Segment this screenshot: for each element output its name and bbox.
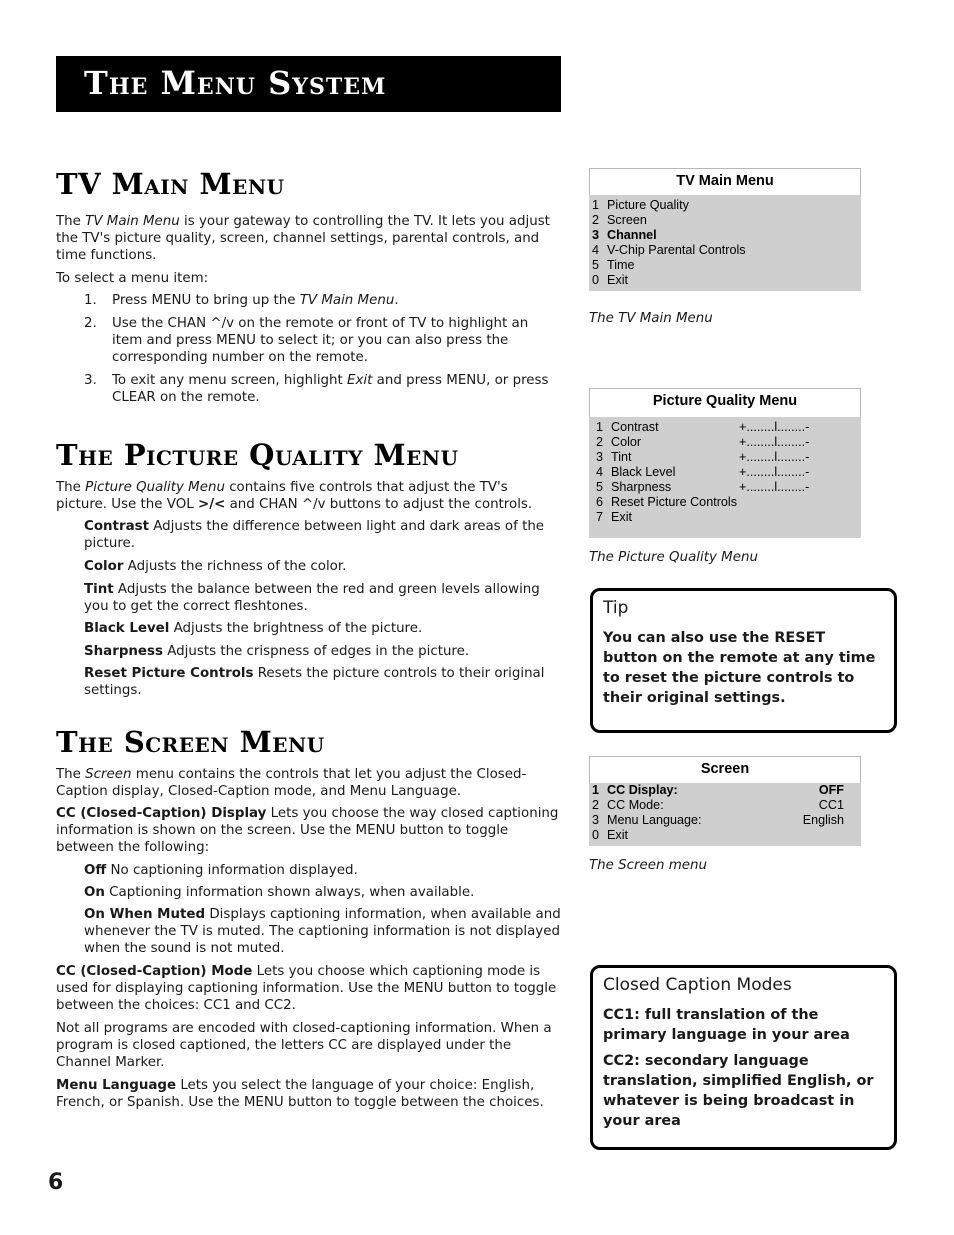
picture-quality-heading: The Picture Quality Menu: [56, 438, 459, 472]
menu-row: 1 Picture Quality: [592, 198, 689, 212]
chapter-title: The Menu System: [84, 64, 387, 102]
screen-menu-panel: [589, 756, 861, 846]
page-number: 6: [48, 1170, 64, 1195]
cc-option: On When Muted Displays captioning information, when available and whenever the TV is muted. The captioning information is not displayed when the sound is not muted.: [84, 907, 561, 956]
pq-item: Reset Picture Controls Resets the picture controls to their original settings.: [84, 666, 545, 698]
menu-row: 7 Exit: [596, 510, 632, 524]
level-slider: +........l........-: [739, 465, 810, 479]
panel-title: Screen: [589, 756, 861, 783]
steps-list: [56, 292, 561, 406]
panel-body: [589, 417, 861, 538]
cc-display-para: CC (Closed-Caption) Display Lets you choose the way closed captioning information is shown on the screen. Use the MENU button to toggle between the following:: [56, 806, 559, 855]
panel-title: TV Main Menu: [589, 168, 861, 195]
cc-mode-para: CC (Closed-Caption) Mode Lets you choose which captioning mode is used for displaying captioning information. Use the MENU button to toggle between the choices: CC1 and CC2.: [56, 964, 557, 1013]
menu-row: 3 Tint +........l........-: [596, 450, 834, 465]
menu-row: 1 Contrast +........l........-: [596, 420, 834, 435]
step-item: 1. Press MENU to bring up the TV Main Menu.: [84, 293, 399, 308]
menu-row: 2 Screen: [592, 213, 647, 227]
cc2-description: CC2: secondary language translation, simplified English, or whatever is being broadcast in your area: [603, 1053, 874, 1129]
picture-quality-intro: The Picture Quality Menu contains five controls that adjust the TV's picture. Use the VOL >/< and CHAN ^/v buttons to adjust the controls.: [56, 480, 533, 512]
step-item: 3. To exit any menu screen, highlight Exit and press MENU, or press CLEAR on the remote.: [84, 373, 549, 405]
menu-row: 5 Time: [592, 258, 635, 272]
menu-row-highlighted: 1 CC Display: OFF: [592, 783, 844, 797]
tv-main-heading: TV Main Menu: [56, 167, 285, 201]
screen-menu-caption: The Screen menu: [589, 858, 708, 873]
pq-item: Black Level Adjusts the brightness of the picture.: [84, 621, 423, 636]
menu-row: 6 Reset Picture Controls: [596, 495, 737, 509]
main-column: [56, 160, 561, 1111]
panel-body: [589, 783, 861, 846]
menu-language-para: Menu Language Lets you select the language of your choice: English, French, or Spanish. Use the MENU button to toggle between the choices.: [56, 1078, 544, 1110]
tip-body: You can also use the RESET button on the remote at any time to reset the picture controls to their original settings.: [603, 630, 876, 706]
pq-item: Color Adjusts the richness of the color.: [84, 559, 347, 574]
not-all-para: Not all programs are encoded with closed-captioning information. When a program is closed captioned, the letters CC are displayed under the Channel Marker.: [56, 1021, 552, 1070]
level-slider: +........l........-: [739, 435, 810, 449]
level-slider: +........l........-: [739, 480, 810, 494]
pq-item: Tint Adjusts the balance between the red and green levels allowing you to get the correct fleshtones.: [84, 582, 540, 614]
screen-intro: The Screen menu contains the controls that let you adjust the Closed-Caption display, Closed-Caption mode, and Menu Language.: [56, 767, 527, 799]
cc-option: Off No captioning information displayed.: [84, 863, 358, 878]
tv-main-intro: The TV Main Menu is your gateway to controlling the TV. It lets you adjust the TV's picture quality, screen, channel settings, parental controls, and time functions.: [56, 214, 550, 263]
chapter-banner: [56, 56, 561, 112]
tip-title: Tip: [603, 598, 629, 618]
menu-row: 2 CC Mode: CC1: [592, 798, 844, 812]
panel-body: [589, 195, 861, 291]
step-item: 2. Use the CHAN ^/v on the remote or front of TV to highlight an item and press MENU to select it; or you can also press the corresponding number on the remote.: [84, 316, 529, 365]
cc-modes-title: Closed Caption Modes: [603, 975, 792, 995]
menu-row: 5 Sharpness +........l........-: [596, 480, 834, 495]
pq-item: Sharpness Adjusts the crispness of edges in the picture.: [84, 644, 470, 659]
picture-quality-caption: The Picture Quality Menu: [589, 550, 758, 565]
picture-quality-panel: [589, 388, 861, 538]
level-slider: +........l........-: [739, 420, 810, 434]
level-slider: +........l........-: [739, 450, 810, 464]
panel-title: Picture Quality Menu: [589, 388, 861, 417]
menu-row: 0 Exit: [592, 828, 628, 842]
cc1-description: CC1: full translation of the primary language in your area: [603, 1007, 850, 1043]
menu-row: 2 Color +........l........-: [596, 435, 834, 450]
tv-main-menu-panel: [589, 168, 861, 291]
menu-row: 4 Black Level +........l........-: [596, 465, 834, 480]
screen-heading: The Screen Menu: [56, 725, 325, 759]
cc-option: On Captioning information shown always, when available.: [84, 885, 475, 900]
tip-box: [590, 588, 897, 733]
menu-row: 3 Menu Language: English: [592, 813, 844, 827]
select-label: To select a menu item:: [56, 271, 209, 286]
cc-modes-box: [590, 965, 897, 1150]
menu-row-highlighted: 3 Channel: [592, 228, 657, 242]
tv-main-menu-caption: The TV Main Menu: [589, 311, 713, 326]
pq-item: Contrast Adjusts the difference between light and dark areas of the picture.: [84, 519, 545, 551]
menu-row: 0 Exit: [592, 273, 628, 287]
menu-row: 4 V-Chip Parental Controls: [592, 243, 746, 257]
